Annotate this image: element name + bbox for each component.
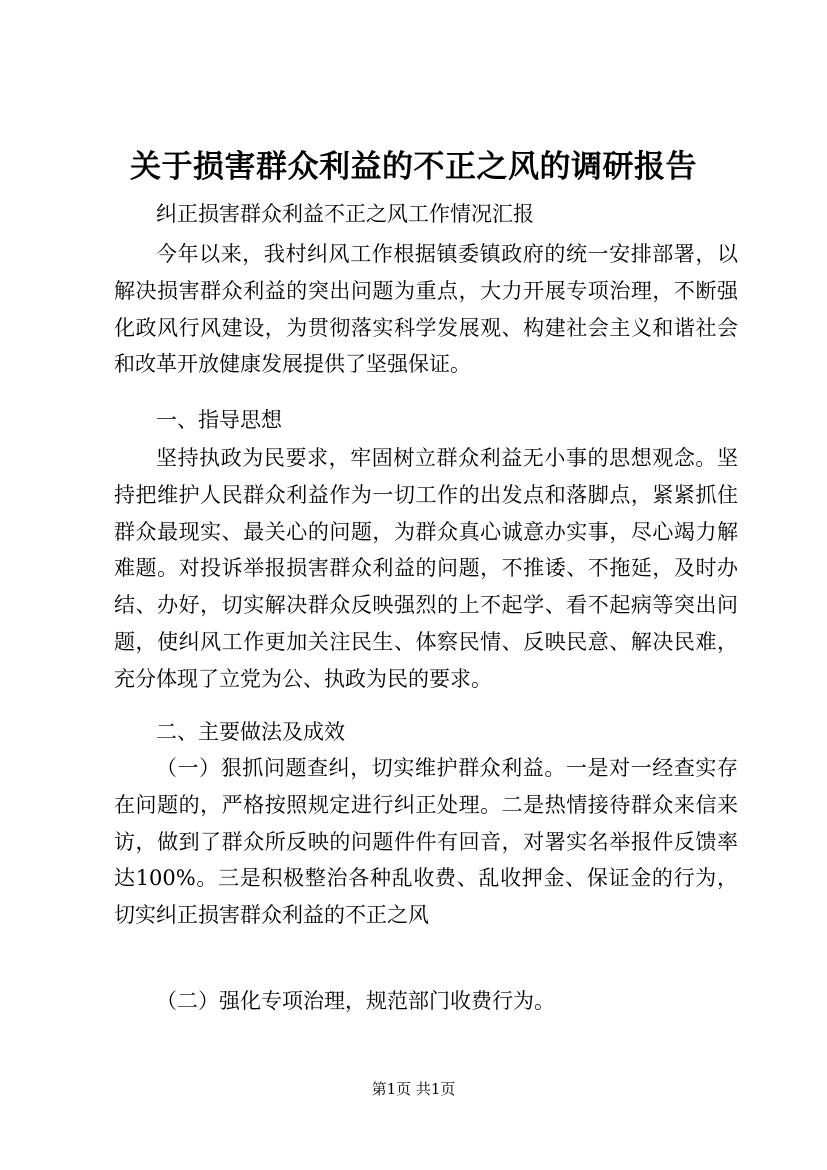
subtitle-paragraph: 纠正损害群众利益不正之风工作情况汇报	[156, 202, 534, 226]
section-heading-guiding-ideology: 一、指导思想	[156, 408, 282, 432]
document-title: 关于损害群众利益的不正之风的调研报告	[130, 149, 697, 185]
practice-item-1-paragraph: （一）狠抓问题查纠，切实维护群众利益。一是对一经查实存在问题的，严格按照规定进行纠正处理。二是热情接待群众来信来访，做到了群众所反映的问题件件有回音，对署实名举报件反馈率达100%。三是积极整治各种乱收费、乱收押金、保证金的行为，切实纠正损害群众利益的不正之风	[114, 756, 738, 928]
guiding-ideology-paragraph: 坚持执政为民要求，牢固树立群众利益无小事的思想观念。坚持把维护人民群众利益作为一切工作的出发点和落脚点，紧紧抓住群众最现实、最关心的问题，为群众真心诚意办实事，尽心竭力解难题。对投诉举报损害群众利益的问题，不推诿、不拖延，及时办结、办好，切实解决群众反映强烈的上不起学、看不起病等突出问题，使纠风工作更加关注民生、体察民情、反映民意、解决民难，充分体现了立党为公、执政为民的要求。	[114, 446, 738, 691]
intro-paragraph: 今年以来，我村纠风工作根据镇委镇政府的统一安排部署，以解决损害群众利益的突出问题为重点，大力开展专项治理，不断强化政风行风建设，为贯彻落实科学发展观、构建社会主义和谐社会和改革开放健康发展提供了坚强保证。	[114, 242, 738, 377]
page-footer: 第1页 共1页	[371, 1080, 456, 1098]
practice-item-2-paragraph: （二）强化专项治理，规范部门收费行为。	[156, 989, 555, 1013]
section-heading-main-practices: 二、主要做法及成效	[156, 720, 345, 744]
